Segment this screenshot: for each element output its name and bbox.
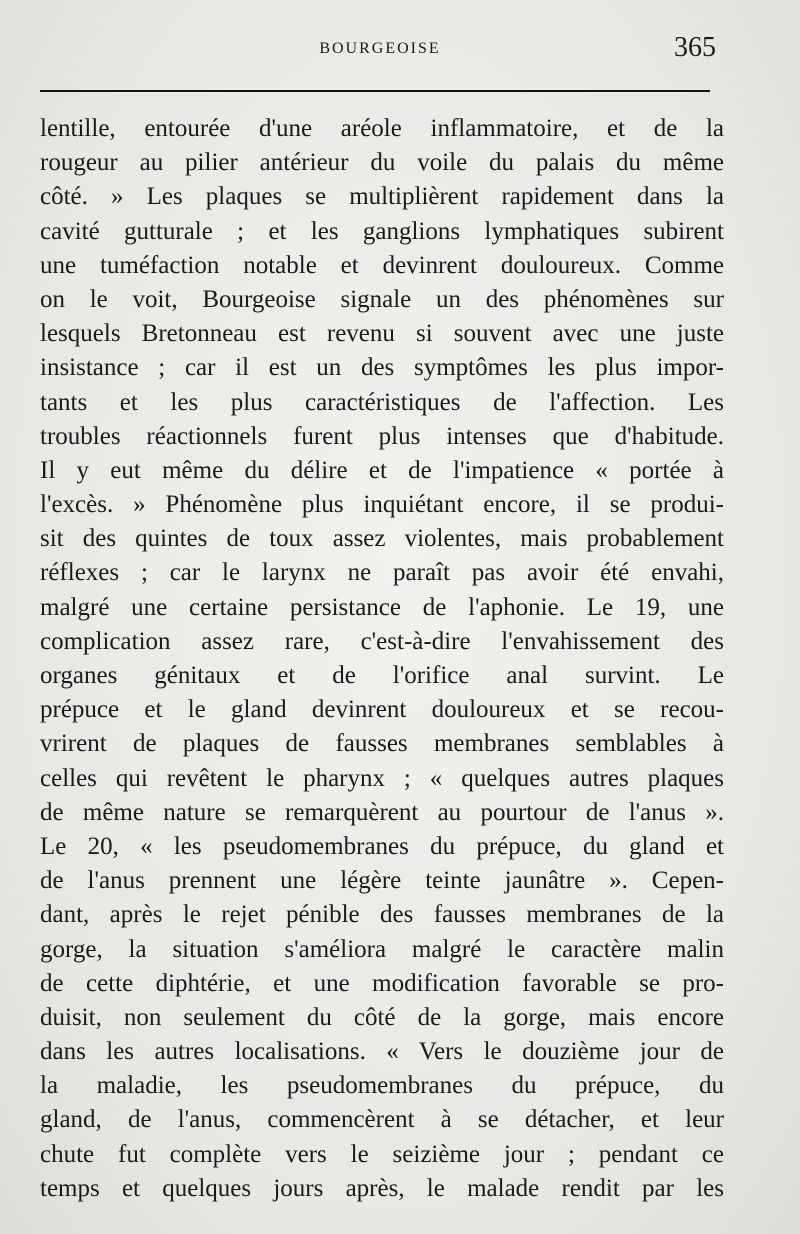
text-line: sit des quintes de toux assez violentes, mais probablement xyxy=(40,525,724,553)
text-line: lentille, entourée d'une aréole inflammatoire, et de la xyxy=(40,115,724,142)
text-line: une tuméfaction notable et devinrent douloureux. Comme xyxy=(40,251,724,279)
text-line: de même nature se remarquèrent au pourtour de l'anus ». xyxy=(40,798,724,826)
text-line: on le voit, Bourgeoise signale un des phénomènes sur xyxy=(40,285,724,313)
text-line: vrirent de plaques de fausses membranes semblables à xyxy=(40,730,724,758)
running-head-title: BOURGEOISE xyxy=(319,40,441,57)
text-line: dant, après le rejet pénible des fausses membranes de la xyxy=(40,901,724,929)
text-line: organes génitaux et de l'orifice anal survint. Le xyxy=(40,662,724,689)
text-line: gland, de l'anus, commencèrent à se détacher, et leur xyxy=(40,1106,724,1134)
body-text xyxy=(40,112,724,1206)
text-line: Il y eut même du délire et de l'impatience « portée à xyxy=(40,456,724,484)
page-number: 365 xyxy=(674,32,716,63)
text-line: troubles réactionnels furent plus intenses que d'habitude. xyxy=(40,422,724,450)
text-line: celles qui revêtent le pharynx ; « quelques autres plaques xyxy=(40,764,724,792)
text-line: insistance ; car il est un des symptômes les plus impor- xyxy=(40,354,724,382)
text-line: temps et quelques jours après, le malade rendit par les xyxy=(40,1174,724,1202)
text-line: réflexes ; car le larynx ne paraît pas avoir été envahi, xyxy=(40,559,724,587)
text-line: l'excès. » Phénomène plus inquiétant encore, il se produi- xyxy=(40,491,724,519)
text-line: duisit, non seulement du côté de la gorge, mais encore xyxy=(40,1003,724,1031)
text-line: gorge, la situation s'améliora malgré le caractère malin xyxy=(40,935,724,963)
text-line: cavité gutturale ; et les ganglions lymphatiques subirent xyxy=(40,217,724,245)
text-line: côté. » Les plaques se multiplièrent rapidement dans la xyxy=(40,183,724,211)
text-line: chute fut complète vers le seizième jour ; pendant ce xyxy=(40,1140,724,1168)
text-line: prépuce et le gland devinrent douloureux et se recou- xyxy=(40,696,724,724)
text-line: rougeur au pilier antérieur du voile du palais du même xyxy=(40,149,724,177)
text-line: malgré une certaine persistance de l'aphonie. Le 19, une xyxy=(40,593,724,621)
text-line: de cette diphtérie, et une modification favorable se pro- xyxy=(40,969,724,997)
text-line: la maladie, les pseudomembranes du prépuce, du xyxy=(40,1072,724,1100)
text-line: complication assez rare, c'est-à-dire l'envahissement des xyxy=(40,627,724,655)
header-rule xyxy=(40,90,710,92)
text-line: lesquels Bretonneau est revenu si souvent avec une juste xyxy=(40,320,724,348)
text-line: tants et les plus caractéristiques de l'affection. Les xyxy=(40,388,724,416)
text-line: dans les autres localisations. « Vers le douzième jour de xyxy=(40,1038,724,1066)
text-line: Le 20, « les pseudomembranes du prépuce, du gland et xyxy=(40,832,724,860)
running-head xyxy=(40,32,720,68)
text-line: de l'anus prennent une légère teinte jaunâtre ». Cepen- xyxy=(40,867,724,895)
